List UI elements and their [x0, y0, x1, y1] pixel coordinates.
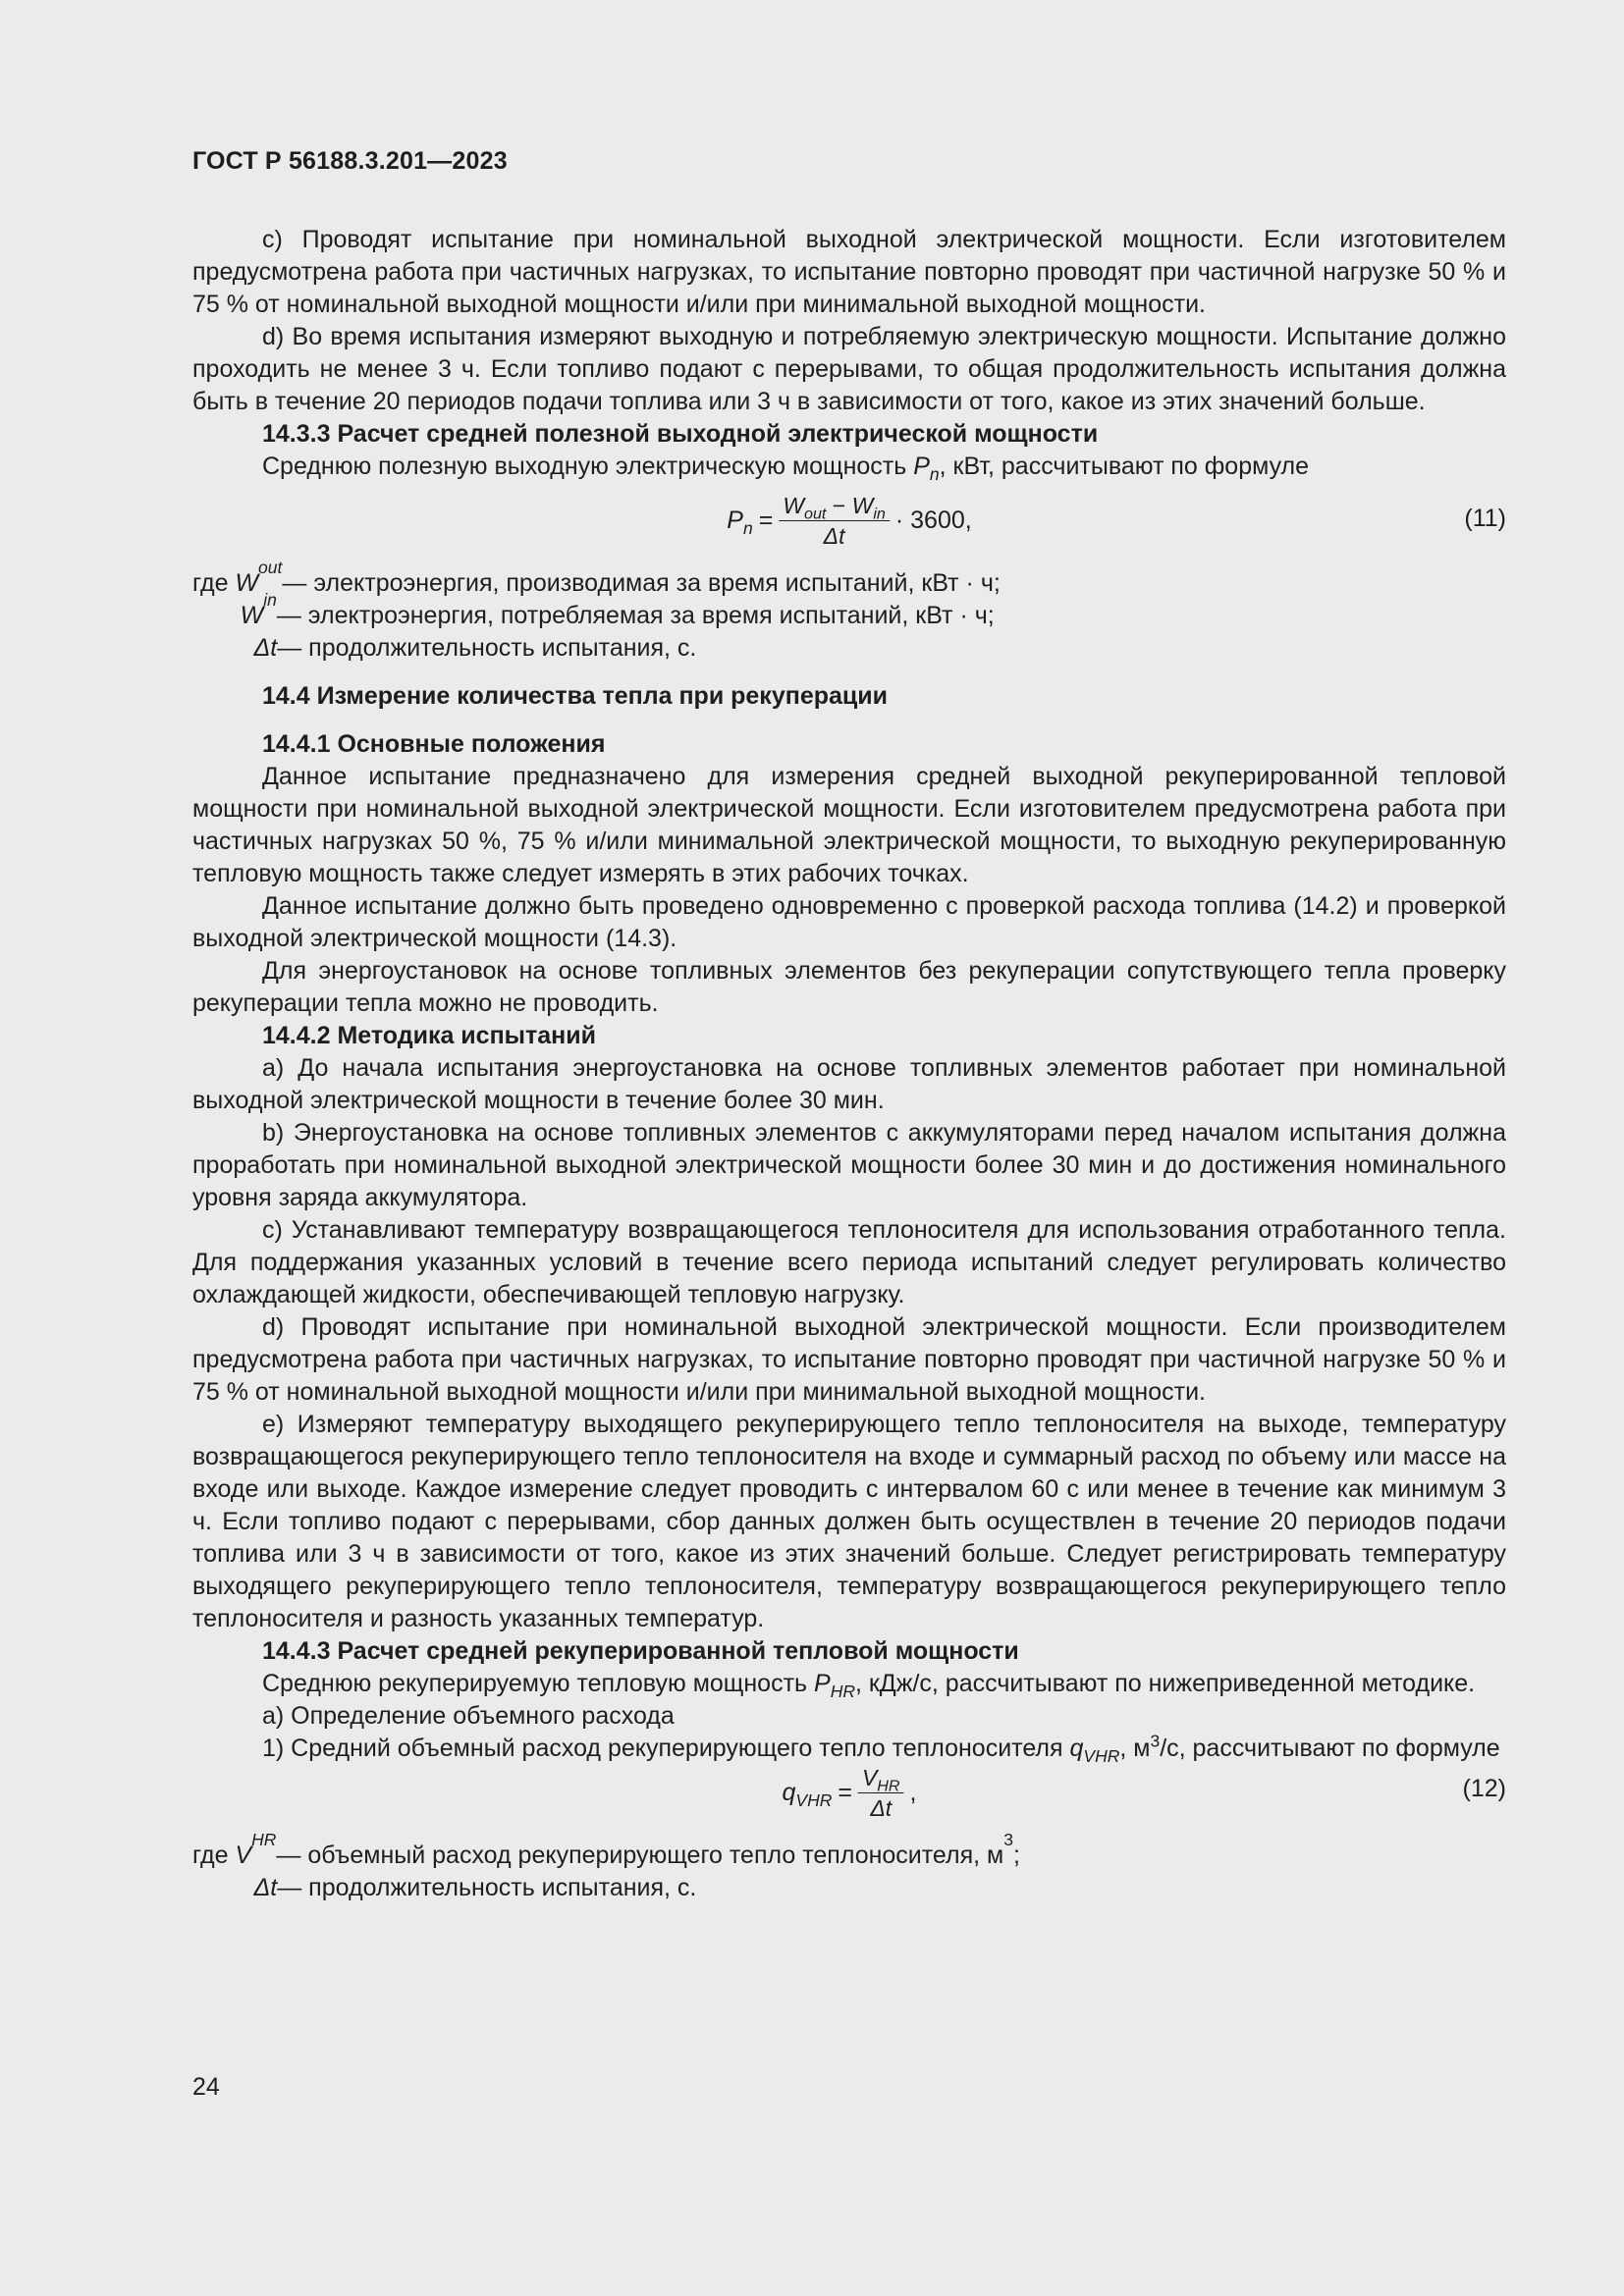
equation-number-12: (12) — [1462, 1775, 1506, 1802]
fraction: $\frac{V_{HR}}{\Delta t}$ — [858, 1765, 904, 1821]
where-list-12 — [192, 1830, 1506, 1904]
heading-14-4-2: 14.4.2 Методика испытаний — [262, 1022, 597, 1049]
formula-11: $P_n$ = $\frac{W_{out} - W_{in}}{\Delta t}$ · 3600, (11) — [727, 493, 1506, 549]
where-item: где W out — электроэнергия, производимая за время испытаний, кВт · ч; — [192, 558, 1001, 597]
where-item: W in — электроэнергия, потребляемая за время испытаний, кВт · ч; — [240, 590, 995, 629]
where-list-11 — [192, 558, 1506, 665]
where-item: где V HR — объемный расход рекуперирующего тепло теплоносителя, м 3 ; — [192, 1830, 1020, 1869]
formula-11-intro: Среднюю полезную выходную электрическую мощность $P_n$, кВт, рассчитывают по формуле — [262, 453, 1310, 485]
equation-number-11: (11) — [1464, 505, 1506, 532]
paragraph-a: a) Определение объемного расхода — [262, 1702, 675, 1730]
document-header: ГОСТ Р 56188.3.201—2023 — [192, 147, 508, 175]
paragraph: Данное испытание предназначено для измерения средней выходной рекуперированной тепловой мощности при номинальной выходной электрической мощности. Если изготовителем предусмотрена работа при частичных нагрузках 50 %, 75 % и/или минимальной электрической мощности, то выходную рекуперированную тепловую мощность также следует измерять в этих рабочих точках. — [192, 763, 1506, 887]
formula-12: $q_{VHR}$ = $\frac{V_{HR}}{\Delta t}$ , (12) — [782, 1765, 1506, 1821]
paragraph-d: d) Во время испытания измеряют выходную и потребляемую электрическую мощности. Испытание должно проходить не менее 3 ч. Если топливо подают с перерывами, то общая продолжительность испытания должна быть в течение 20 периодов подачи топлива или 3 ч в зависимости от того, какое из этих значений больше. — [192, 323, 1506, 415]
fraction: $\frac{W_{out} - W_{in}}{\Delta t}$ — [779, 493, 890, 549]
paragraph-b: b) Энергоустановка на основе топливных элементов с аккумуляторами перед началом испытания должна проработать при номинальной выходной электрической мощности более 30 мин и до достижения номинального уровня заряда аккумулятора. — [192, 1119, 1506, 1211]
heading-14-4: 14.4 Измерение количества тепла при рекуперации — [262, 682, 889, 710]
paragraph-a: a) До начала испытания энергоустановка на основе топливных элементов работает при номинальной выходной электрической мощности в течение более 30 мин. — [192, 1054, 1506, 1114]
formula-12-intro: 1) Средний объемный расход рекуперирующего тепло теплоносителя $q_{VHR}$, $м^3/с$, рассчитывают по формуле — [262, 1731, 1500, 1767]
paragraph: Среднюю рекуперируемую тепловую мощность $P_{HR}$, кДж/с, рассчитывают по нижеприведенной методике. — [262, 1670, 1476, 1702]
heading-14-3-3: 14.3.3 Расчет средней полезной выходной электрической мощности — [262, 420, 1099, 448]
heading-14-4-1: 14.4.1 Основные положения — [262, 730, 606, 758]
heading-14-4-3: 14.4.3 Расчет средней рекуперированной тепловой мощности — [262, 1637, 1019, 1665]
paragraph-c: c) Проводят испытание при номинальной выходной электрической мощности. Если изготовителем предусмотрена работа при частичных нагрузках, то испытание повторно проводят при частичной нагрузке 50 % и 75 % от номинальной выходной мощности и/или при минимальной выходной мощности. — [192, 226, 1506, 318]
page-body — [192, 224, 1506, 1904]
page-number: 24 — [192, 2073, 220, 2101]
paragraph-e: e) Измеряют температуру выходящего рекуперирующего тепло теплоносителя на выходе, температуру возвращающегося рекуперирующего тепло теплоносителя на входе и суммарный расход по объему или массе на входе или выходе. Каждое измерение следует проводить с интервалом 60 с или менее в течение как минимум 3 ч. Если топливо подают с перерывами, сбор данных должен быть осуществлен в течение 20 периодов подачи топлива или 3 ч в зависимости от того, какое из этих значений больше. Следует регистрировать температуру выходящего рекуперирующего тепло теплоносителя, температуру возвращающегося рекуперирующего тепло теплоносителя и разность указанных температур. — [192, 1411, 1506, 1632]
paragraph: Данное испытание должно быть проведено одновременно с проверкой расхода топлива (14.2) и проверкой выходной электрической мощности (14.3). — [192, 892, 1506, 952]
where-item: Δt — продолжительность испытания, с. — [253, 634, 697, 662]
paragraph: Для энергоустановок на основе топливных элементов без рекуперации сопутствующего тепла проверку рекуперации тепла можно не проводить. — [192, 957, 1506, 1017]
where-item: Δt — продолжительность испытания, с. — [253, 1874, 697, 1901]
paragraph-d: d) Проводят испытание при номинальной выходной электрической мощности. Если производителем предусмотрена работа при частичных нагрузках, то испытание повторно проводят при частичной нагрузке 50 % и 75 % от номинальной выходной мощности и/или при минимальной выходной мощности. — [192, 1313, 1506, 1406]
paragraph-c: c) Устанавливают температуру возвращающегося теплоносителя для использования отработанного тепла. Для поддержания указанных условий в течение всего периода испытаний следует регулировать количество охлаждающей жидкости, обеспечивающей тепловую нагрузку. — [192, 1216, 1506, 1308]
